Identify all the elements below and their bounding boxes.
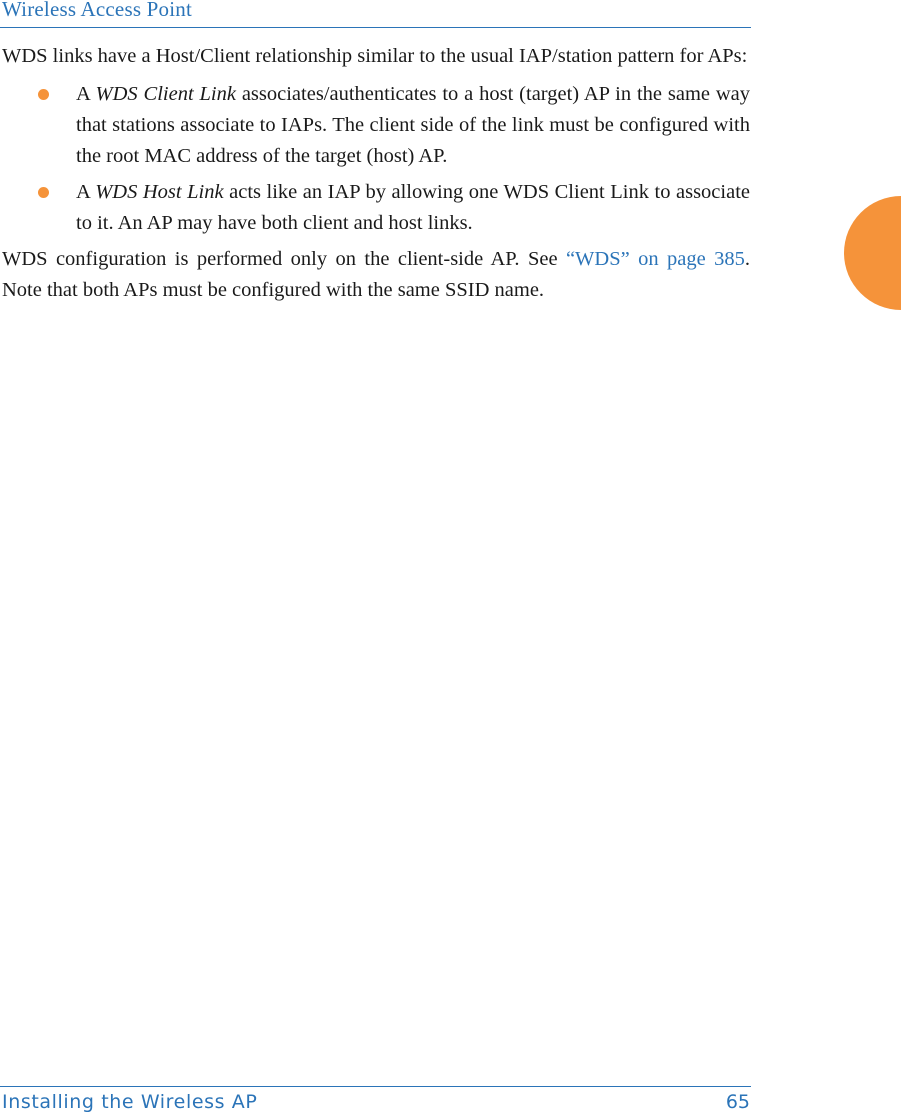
page-number: 65: [725, 1091, 750, 1113]
config-text-before: WDS configuration is performed only on the client-side AP. See: [2, 248, 566, 270]
bullet-text: associates/authenticates to a host (target) AP in the same way that stations associate to IAPs. The client side of the link must be configured with the root MAC address of the target (host) AP.: [76, 83, 751, 167]
bullet-term: WDS Host Link: [95, 181, 224, 203]
page-content: [2, 41, 750, 306]
config-text-after: . Note that both APs must be configured with the same SSID name.: [2, 248, 750, 301]
bullet-icon: [38, 187, 49, 198]
list-item: [2, 177, 750, 239]
bullet-list: [2, 79, 750, 239]
config-paragraph: [2, 244, 750, 306]
bullet-prefix: A: [76, 83, 96, 105]
bullet-term: WDS Client Link: [95, 83, 236, 105]
chapter-tab-marker: [844, 196, 901, 310]
list-item: [2, 79, 750, 172]
running-header: Wireless Access Point: [2, 0, 192, 21]
footer-section-title: Installing the Wireless AP: [2, 1091, 258, 1113]
header-rule: [0, 27, 751, 28]
bullet-icon: [38, 89, 49, 100]
wds-page-link[interactable]: “WDS” on page 385: [565, 248, 745, 270]
intro-paragraph: WDS links have a Host/Client relationship similar to the usual IAP/station pattern for APs:: [2, 45, 748, 67]
bullet-prefix: A: [76, 181, 96, 203]
bullet-text: acts like an IAP by allowing one WDS Client Link to associate to it. An AP may have both client and host links.: [76, 181, 750, 234]
footer-rule: [0, 1086, 751, 1087]
